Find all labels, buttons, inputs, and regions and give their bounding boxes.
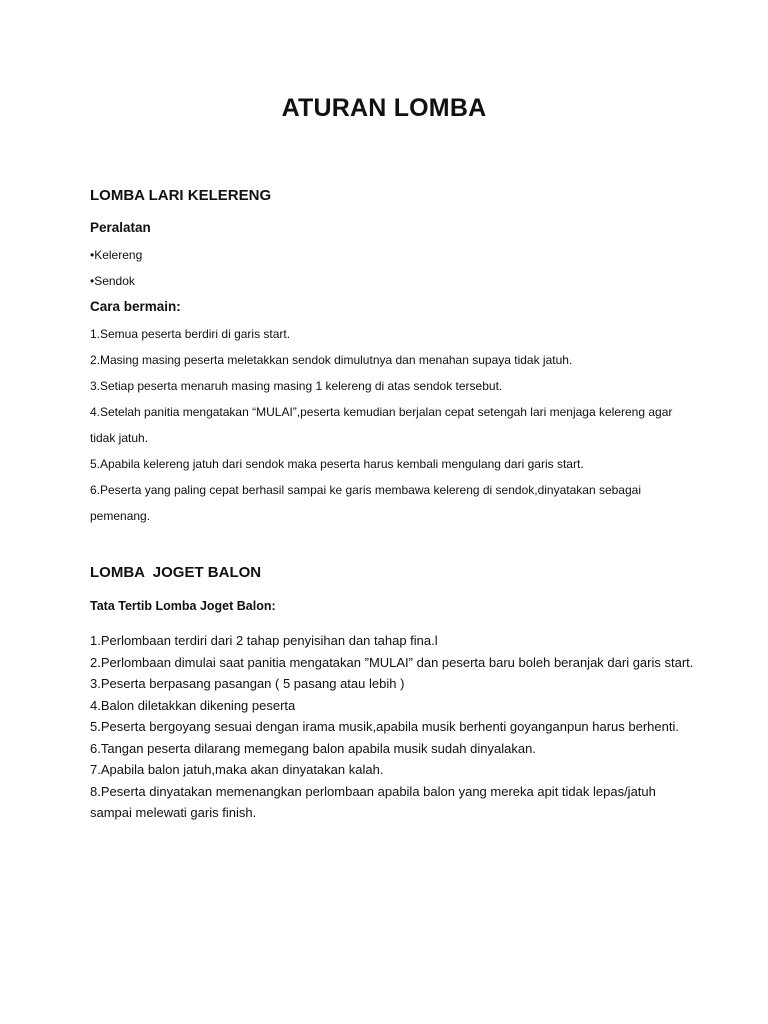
section-heading-joget-balon: [90, 564, 261, 581]
rule-item: 4.Setelah panitia mengatakan “MULAI”,peserta kemudian berjalan cepat setengah lari menjaga kelereng agar tidak jatuh.: [90, 405, 673, 445]
rule-item: 3.Setiap peserta menaruh masing masing 1 kelereng di atas sendok tersebut.: [90, 379, 503, 393]
rule-item: 7.Apabila balon jatuh,maka akan dinyatakan kalah.: [90, 762, 384, 777]
rules-list-lari-kelereng: [90, 321, 700, 529]
rule-item: 6.Peserta yang paling cepat berhasil sampai ke garis membawa kelereng di sendok,dinyatakan sebagai pemenang.: [90, 483, 641, 523]
equipment-list: [90, 242, 700, 294]
rule-item: 6.Tangan peserta dilarang memegang balon apabila musik sudah dinyalakan.: [90, 740, 536, 756]
rules-list-joget-balon: [90, 630, 700, 824]
rules-heading-cara-bermain: Cara bermain:: [90, 299, 181, 314]
equipment-item: •Kelereng: [90, 248, 143, 262]
section-heading-text: LOMBA JOGET BALON: [90, 564, 262, 581]
rule-item: 4.Balon diletakkan dikening peserta: [90, 697, 296, 713]
rule-item: 5.Apabila kelereng jatuh dari sendok maka peserta harus kembali mengulang dari garis start.: [90, 457, 584, 471]
rule-item: 2.Perlombaan dimulai saat panitia mengatakan ”MULAI” dan peserta baru boleh beranjak dari garis start.: [90, 654, 694, 670]
rule-item: 1.Semua peserta berdiri di garis start.: [90, 327, 291, 341]
section-heading-lari-kelereng: LOMBA LARI KELERENG: [90, 187, 272, 204]
rule-item: 2.Masing masing peserta meletakkan sendok dimulutnya dan menahan supaya tidak jatuh.: [90, 353, 573, 367]
rule-item: 5.Peserta bergoyang sesuai dengan irama musik,apabila musik berhenti goyanganpun harus berhenti.: [90, 719, 679, 734]
equipment-heading: Peralatan: [90, 220, 151, 235]
rule-item: 8.Peserta dinyatakan memenangkan perlombaan apabila balon yang mereka apit tidak lepas/jatuh sampai melewati garis finish.: [90, 783, 667, 820]
equipment-item: •Sendok: [90, 274, 135, 288]
rules-heading-tata-tertib: Tata Tertib Lomba Joget Balon:: [90, 599, 276, 613]
rule-item: 1.Perlombaan terdiri dari 2 tahap penyisihan dan tahap fina.l: [90, 633, 438, 648]
rule-item: 3.Peserta berpasang pasangan ( 5 pasang atau lebih ): [90, 676, 405, 691]
document-title: ATURAN LOMBA: [281, 94, 487, 122]
